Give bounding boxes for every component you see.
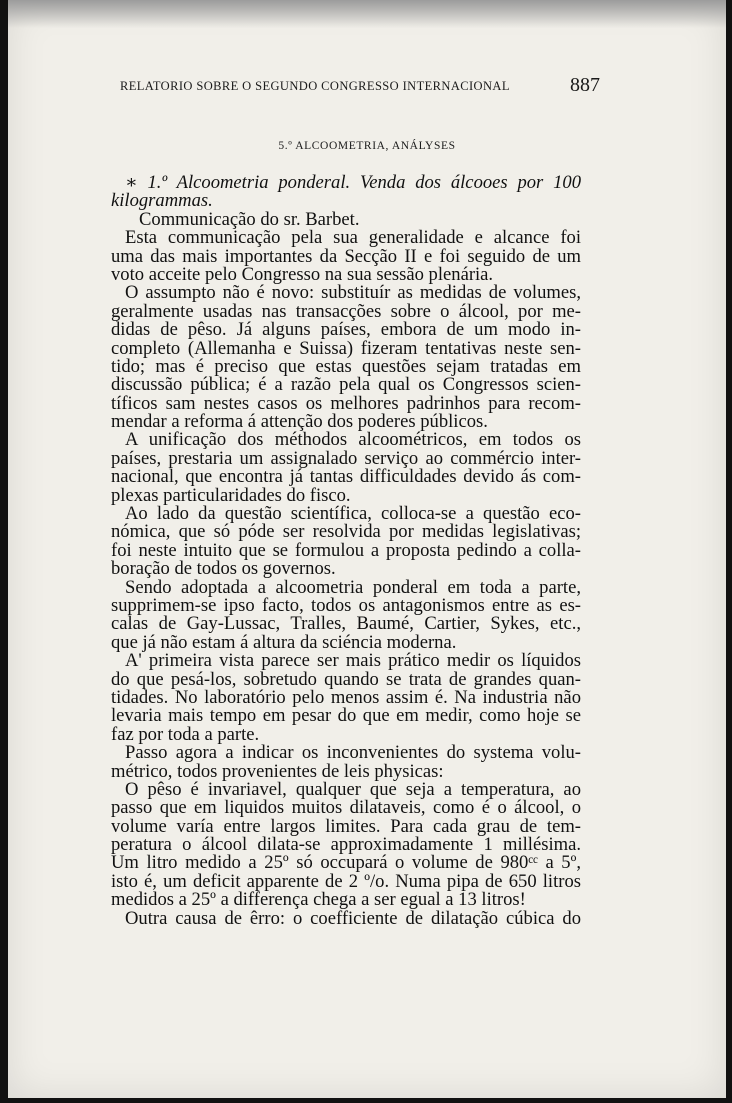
running-title: RELATORIO SOBRE O SEGUNDO CONGRESSO INTERNACIONAL — [120, 79, 510, 93]
page-number: 887 — [570, 74, 600, 96]
text-line: mendar a reforma á attenção dos poderes públicos. — [111, 411, 488, 433]
text-line: tido; mas é preciso que estas questões sejam tratadas em — [111, 355, 581, 377]
text-line: Outra causa de êrro: o coefficiente de dilatação cúbica do — [125, 907, 581, 929]
text-line: países, prestaria um assignalado serviço ao commércio inter- — [111, 447, 581, 469]
text-line: volume varía entre largos limites. Para cada grau de tem- — [111, 815, 581, 837]
text-line: passo que em liquidos muitos dilataveis, como é o álcool, o — [111, 797, 581, 819]
book-page — [8, 0, 726, 1098]
text-line: peratura o álcool dilata-se approximadamente 1 millésima. — [111, 834, 581, 856]
text-line: do que pesá-los, sobretudo quando se trata de grandes quan- — [111, 668, 581, 690]
text-line: Ao lado da questão scientífica, colloca-se a questão eco- — [125, 503, 581, 525]
text-line: Passo agora a indicar os inconvenientes do systema volu- — [125, 742, 581, 764]
text-line: O pêso é invariavel, qualquer que seja a temperatura, ao — [125, 778, 581, 800]
text-line: completo (Allemanha e Suissa) fizeram tentativas neste sen- — [111, 337, 581, 359]
text-line: plexas particularidades do fisco. — [111, 484, 351, 506]
text-line: didas de pêso. Já alguns países, embora de um modo in- — [111, 319, 581, 341]
text-line: A' primeira vista parece ser mais prático medir os líquidos — [125, 650, 581, 672]
text-line: nómica, que só póde ser resolvida por medidas legislativas; — [111, 521, 581, 543]
text-line: Sendo adoptada a alcoometria ponderal em toda a parte, — [125, 576, 581, 598]
text-line: Communicação do sr. Barbet. — [139, 208, 360, 230]
text-line: supprimem-se ipso facto, todos os antagonismos entre as es- — [111, 594, 581, 616]
text-line: métrico, todos provenientes de leis physicas: — [111, 760, 444, 782]
text-line: A unificação dos méthodos alcoométricos, em todos os — [125, 429, 581, 451]
section-heading: 5.º ALCOOMETRIA, ANÁLYSES — [278, 140, 456, 152]
text-line: levaria mais tempo em pesar do que em medir, como hoje se — [111, 705, 581, 727]
text-line: nacional, que encontra já tantas difficuldades devido ás com- — [111, 466, 581, 488]
text-line: que já não estam á altura da sciéncia moderna. — [111, 631, 457, 653]
text-line: Esta communicação pela sua generalidade e alcance foi — [125, 227, 581, 249]
text-line: tidades. No laboratório pelo menos assim é. Na industria não — [111, 686, 581, 708]
text-line: O assumpto não é novo: substituír as medidas de volumes, — [125, 282, 581, 304]
text-line: boração de todos os governos. — [111, 558, 336, 580]
text-line: kilogrammas. — [111, 190, 213, 212]
text-line: voto acceite pelo Congresso na sua sessão plenária. — [111, 263, 494, 285]
text-line: ∗ 1.º Alcoometria ponderal. Venda dos álcooes por 100 — [125, 172, 581, 193]
running-head — [120, 74, 600, 96]
text-line: discussão pública; é a razão pela qual os Congressos scien- — [111, 374, 581, 396]
text-line: foi neste intuito que se formulou a proposta pedindo a colla- — [111, 539, 581, 561]
text-line: Um litro medido a 25º só occupará o volume de 980ᶜᶜ a 5º, — [111, 852, 581, 874]
text-line: medidos a 25º a differença chega a ser egual a 13 litros! — [111, 889, 526, 911]
text-line: faz por toda a parte. — [111, 723, 260, 745]
text-line: geralmente usadas nas transacções sobre o álcool, por me- — [111, 300, 581, 322]
text-line: uma das mais importantes da Secção II e foi seguido de um — [111, 245, 581, 267]
text-line: tíficos sam nestes casos os melhores padrinhos para recom- — [111, 392, 581, 414]
body-text — [111, 174, 581, 928]
text-line: isto é, um deficit apparente de 2 º/o. Numa pipa de 650 litros — [111, 870, 581, 892]
scan-shadow — [8, 0, 726, 28]
text-line: calas de Gay-Lussac, Tralles, Baumé, Cartier, Sykes, etc., — [111, 613, 581, 635]
